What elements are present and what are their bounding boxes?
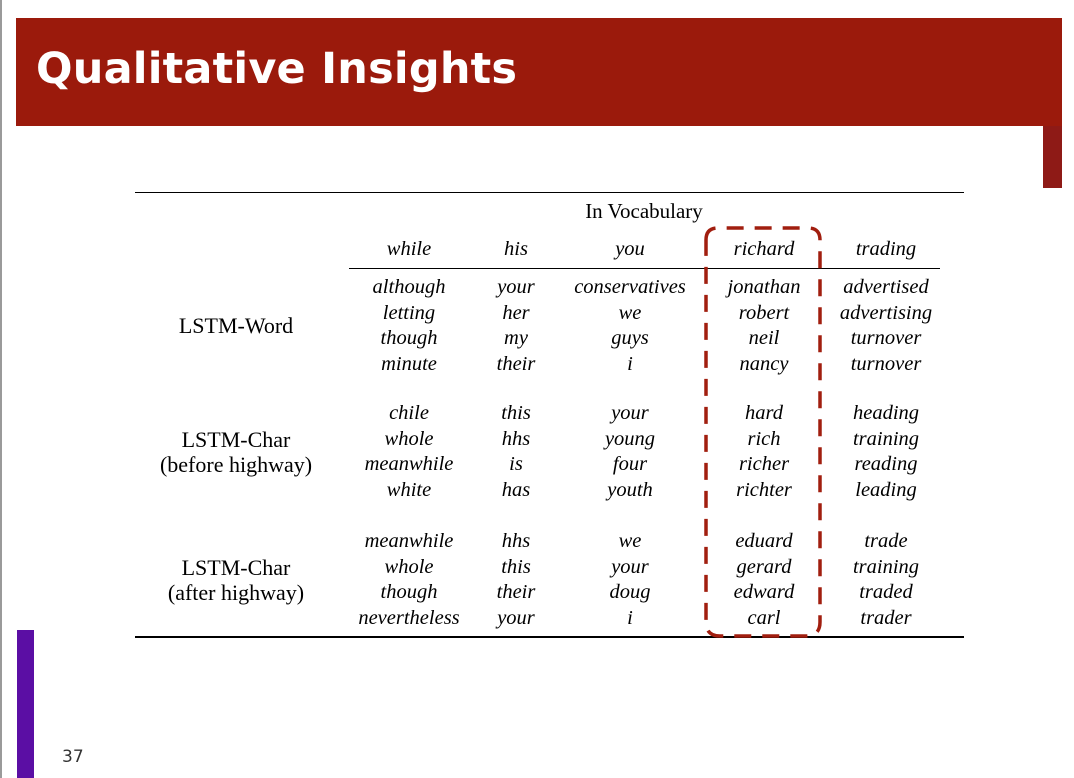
neighbor-word: traded xyxy=(859,581,913,603)
neighbor-word: their xyxy=(496,581,536,603)
neighbor-word: young xyxy=(604,427,656,450)
neighbor-word: rich xyxy=(747,427,781,450)
neighbor-word: trader xyxy=(860,606,912,629)
neighbor-word: edward xyxy=(733,581,795,603)
neighbor-word: we xyxy=(618,530,642,552)
neighbor-word: heading xyxy=(852,402,920,424)
neighbor-word: this xyxy=(501,555,531,578)
column-header: his xyxy=(504,238,528,260)
column-header: while xyxy=(386,238,432,260)
neighbor-word: white xyxy=(386,478,432,501)
neighbor-word: conservatives xyxy=(574,276,686,298)
neighbor-word: i xyxy=(627,606,633,629)
dashed-highlight-box xyxy=(706,228,820,636)
neighbor-word: richer xyxy=(738,453,790,475)
row-label: (before highway) xyxy=(159,452,313,477)
neighbor-word: turnover xyxy=(850,352,922,375)
neighbor-word: nevertheless xyxy=(358,606,460,629)
neighbor-word: your xyxy=(497,606,535,629)
neighbor-word: we xyxy=(618,301,642,324)
neighbor-word: nancy xyxy=(739,352,789,375)
column-header: trading xyxy=(855,238,917,260)
neighbor-word: has xyxy=(501,478,531,501)
neighbor-word: whole xyxy=(384,555,434,578)
neighbor-word: youth xyxy=(607,478,653,501)
neighbor-word: i xyxy=(627,352,633,375)
column-header: you xyxy=(615,238,645,260)
neighbor-word: although xyxy=(372,276,446,298)
neighbor-word: your xyxy=(611,402,649,424)
neighbor-word: advertising xyxy=(839,301,933,324)
neighbor-word: carl xyxy=(747,606,781,629)
row-label: (after highway) xyxy=(167,580,305,605)
neighbor-word: trade xyxy=(864,530,908,552)
neighbor-word: meanwhile xyxy=(364,453,454,475)
neighbor-word: chile xyxy=(389,402,429,424)
neighbor-word: your xyxy=(497,276,535,298)
neighbor-word: your xyxy=(611,555,649,578)
neighbor-word: eduard xyxy=(735,530,793,552)
column-header: richard xyxy=(733,238,795,260)
table-caption: In Vocabulary xyxy=(585,199,703,223)
neighbor-word: my xyxy=(504,327,528,349)
row-label: LSTM-Char xyxy=(181,426,291,452)
neighbor-word: leading xyxy=(855,478,917,501)
neighbor-word: meanwhile xyxy=(364,530,454,552)
neighbor-word: though xyxy=(380,327,438,349)
neighbor-word: hhs xyxy=(501,530,531,552)
neighbor-word: reading xyxy=(854,453,918,475)
neighbor-word: whole xyxy=(384,427,434,450)
slide-title: Qualitative Insights xyxy=(36,44,518,94)
neighbor-word: doug xyxy=(609,581,651,603)
neighbor-word: minute xyxy=(381,352,437,375)
neighbor-word: though xyxy=(380,581,438,603)
neighbor-word: four xyxy=(612,453,648,475)
row-label: LSTM-Char xyxy=(181,554,291,580)
neighbor-word: guys xyxy=(611,327,649,349)
neighbor-word: hard xyxy=(745,402,783,424)
neighbor-word: richter xyxy=(736,478,792,501)
neighbor-word: neil xyxy=(748,327,780,349)
neighbor-word: her xyxy=(502,301,530,324)
neighbor-word: turnover xyxy=(850,327,922,349)
neighbor-word: gerard xyxy=(736,555,792,578)
neighbor-word: jonathan xyxy=(727,276,801,298)
neighbor-word: this xyxy=(501,402,531,424)
neighbor-word: robert xyxy=(738,301,790,324)
neighbor-word: training xyxy=(852,427,920,450)
neighbor-word: is xyxy=(509,453,523,475)
page-number: 37 xyxy=(62,747,84,767)
neighbor-word: advertised xyxy=(843,276,929,298)
neighbor-word: their xyxy=(496,352,536,375)
neighbor-word: letting xyxy=(382,301,436,324)
neighbor-word: training xyxy=(852,555,920,578)
neighbor-word: hhs xyxy=(501,427,531,450)
row-label: LSTM-Word xyxy=(178,313,294,339)
